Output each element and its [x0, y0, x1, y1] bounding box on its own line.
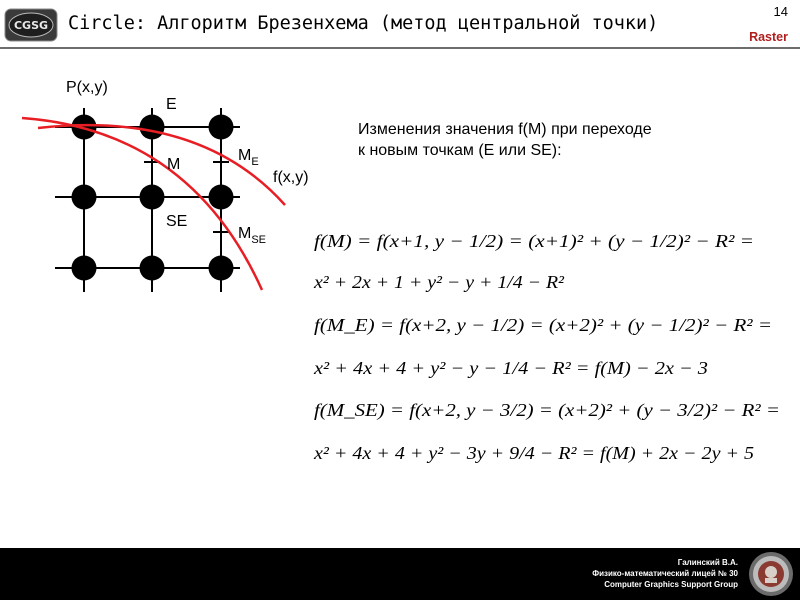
- formula-block: [310, 222, 790, 472]
- pixel-grid-points: [72, 115, 234, 281]
- lyceum-seal-logo: [748, 551, 794, 597]
- label-se: SE: [166, 213, 188, 230]
- description-text: [358, 119, 778, 161]
- page-number: 14: [773, 4, 788, 19]
- label-me: [238, 147, 259, 168]
- formula-line: f(M_E) = f(x+2, y − 1/2) = (x+2)² + (y − 1/2)² − R² =: [314, 315, 772, 335]
- slide-title: Circle: Алгоритм Брезенхема (метод центральной точки): [68, 13, 659, 34]
- footer-school: Физико-математический лицей № 30: [592, 569, 738, 578]
- label-mse: [238, 225, 266, 246]
- logo-text: CGSG: [13, 19, 49, 32]
- label-p: P(x,y): [66, 79, 108, 96]
- formula-line: f(M) = f(x+1, y − 1/2) = (x+1)² + (y − 1/2)² − R² =: [314, 231, 754, 251]
- bresenham-grid-diagram: [0, 50, 340, 310]
- cgsg-logo: [4, 8, 58, 42]
- pixel-point: [209, 256, 234, 281]
- formula-line: x² + 2x + 1 + y² − y + 1/4 − R²: [312, 272, 565, 292]
- footer-group: Computer Graphics Support Group: [604, 580, 738, 589]
- pixel-point: [72, 185, 97, 210]
- pixel-point: [209, 185, 234, 210]
- formula-line: f(M_SE) = f(x+2, y − 3/2) = (x+2)² + (y − 3/2)² − R² =: [314, 400, 780, 420]
- footer-credits: [592, 557, 738, 590]
- label-mse-base: M: [238, 225, 252, 242]
- label-me-base: M: [238, 147, 252, 164]
- label-function: f(x,y): [273, 169, 309, 186]
- label-m: M: [167, 156, 181, 173]
- formula-line: x² + 4x + 4 + y² − 3y + 9/4 − R² = f(M) + 2x − 2y + 5: [312, 443, 755, 463]
- formula-line: x² + 4x + 4 + y² − y − 1/4 − R² = f(M) − 2x − 3: [312, 358, 709, 378]
- section-label: Raster: [749, 30, 788, 44]
- header-divider: [0, 47, 800, 49]
- label-mse-sub: SE: [251, 234, 267, 246]
- slide-footer: [0, 548, 800, 600]
- label-me-sub: E: [251, 156, 259, 168]
- pixel-point: [140, 256, 165, 281]
- pixel-point: [209, 115, 234, 140]
- pixel-point: [72, 256, 97, 281]
- description-line: к новым точкам (E или SE):: [358, 142, 562, 159]
- footer-author: Галинский В.А.: [677, 558, 738, 567]
- description-line: Изменения значения f(M) при переходе: [358, 121, 652, 138]
- pixel-point: [140, 185, 165, 210]
- label-e: E: [166, 96, 177, 113]
- pixel-point: [140, 115, 165, 140]
- slide-header: [0, 0, 800, 50]
